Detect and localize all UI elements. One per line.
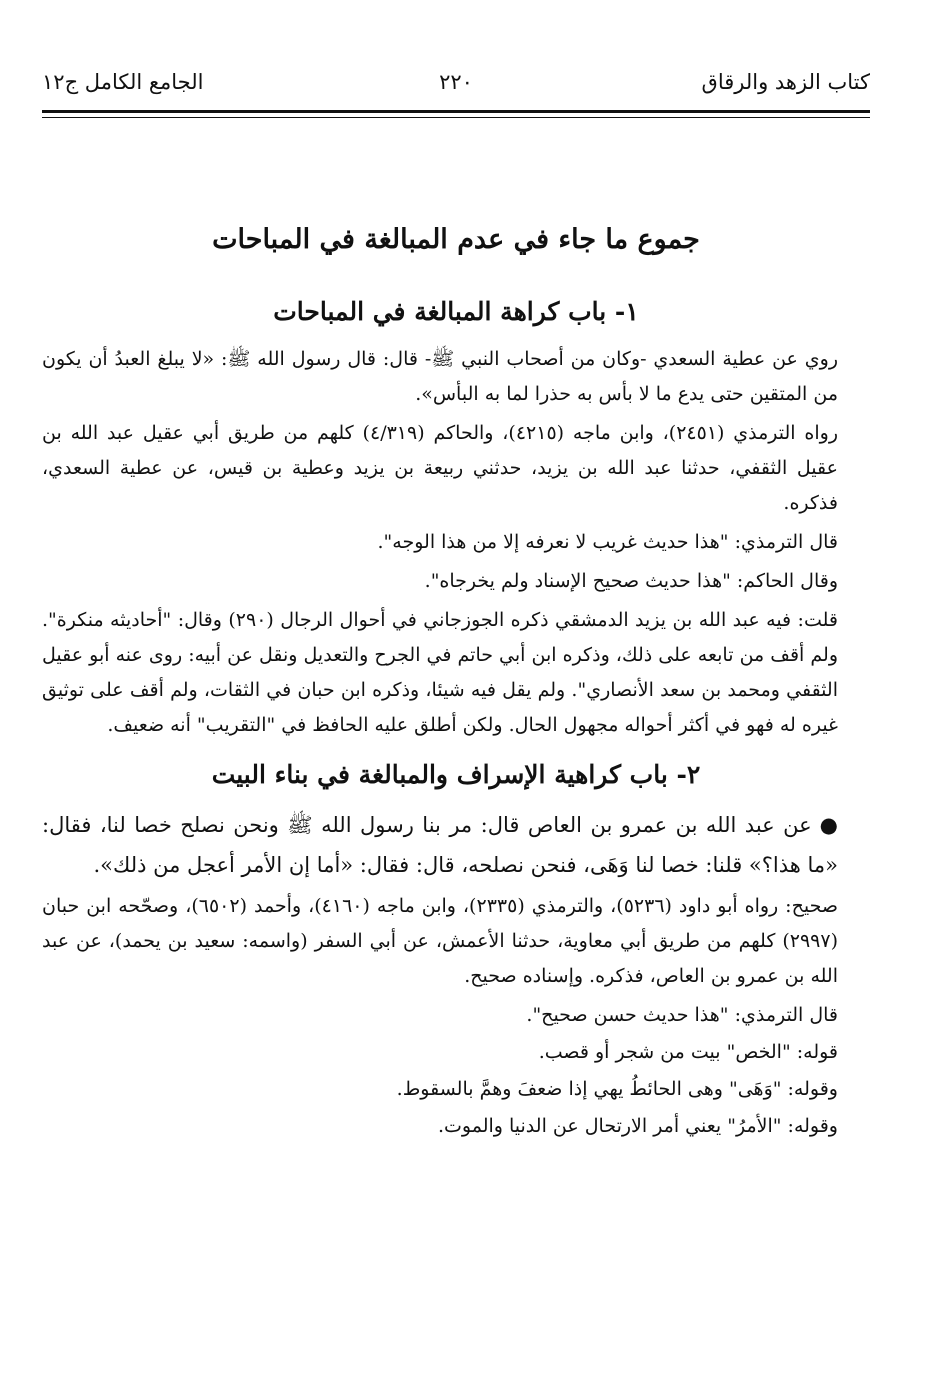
section-title: ٢- باب كراهية الإسراف والمبالغة في بناء البيت — [211, 760, 701, 789]
word-note: وقوله: "وَهَى" وهى الحائطُ يهي إذا ضعفَ وهمَّ بالسقوط. — [396, 1078, 838, 1100]
bullet-icon: ● — [819, 813, 838, 837]
header-rule-thick — [42, 110, 870, 113]
scholar-quote: قال الترمذي: "هذا حديث غريب لا نعرفه إلا من هذا الوجه". — [377, 531, 838, 553]
running-header — [42, 70, 870, 106]
header-collection: الجامع الكامل ج١٢ — [42, 70, 204, 94]
word-note: وقوله: "الأمرُ" يعني أمر الارتحال عن الدنيا والموت. — [437, 1115, 838, 1137]
section-title: ١- باب كراهة المبالغة في المباحات — [273, 297, 639, 326]
header-rule-thin — [42, 117, 870, 118]
takhrij-text: صحيح: رواه أبو داود (٥٢٣٦)، والترمذي (٢٣٣٥)، وابن ماجه (٤١٦٠)، وأحمد (٦٥٠٢)، وصحّحه ابن حبان (٢٩٩٧) كلهم من طريق أبي معاوية، حدثنا الأعمش، عن أبي السفر (واسمه: سعيد بن يحمد)، عن عبد الله بن عمرو بن العاص، فذكره. وإسناده صحيح. — [42, 895, 838, 987]
page-number: ٢٢٠ — [439, 70, 473, 94]
author-comment: قلت: فيه عبد الله بن يزيد الدمشقي ذكره الجوزجاني في أحوال الرجال (٢٩٠) وقال: "أحاديثه منكرة". ولم أقف من تابعه على ذلك، وذكره ابن أبي حاتم في الجرح والتعديل ونقل عن أبيه: روى عنه أبو عقيل الثقفي ومحمد بن سعد الأنصاري". ولم يقل فيه شيئا، وذكره ابن حبان في الثقات، ولم أقف على توثيق غيره له فهو في أكثر أحواله مجهول الحال. ولكن أطلق عليه الحافظ في "التقريب" أنه ضعيف. — [42, 609, 838, 736]
takhrij-text: رواه الترمذي (٢٤٥١)، وابن ماجه (٤٢١٥)، والحاكم (٤/٣١٩) كلهم من طريق أبي عقيل عبد الله بن عقيل الثقفي، حدثنا عبد الله بن يزيد، حدثني ربيعة بن يزيد وعطية بن قيس، عن عطية السعدي، فذكره. — [42, 422, 838, 514]
hadith-body: عن عبد الله بن عمرو بن العاص قال: مر بنا رسول الله ﷺ ونحن نصلح خصا لنا، فقال: «ما هذا؟» قلنا: خصا لنا وَهَى، فنحن نصلحه، قال: فقال: «أما إن الأمر أعجل من ذلك». — [42, 813, 838, 877]
hadith-text — [42, 805, 870, 885]
word-note: قوله: "الخص" بيت من شجر أو قصب. — [538, 1041, 838, 1063]
scholar-quote: وقال الحاكم: "هذا حديث صحيح الإسناد ولم يخرجاه". — [424, 570, 838, 592]
book-page — [42, 0, 870, 1380]
scholar-quote: قال الترمذي: "هذا حديث حسن صحيح". — [526, 1004, 838, 1026]
chapter-title: جموع ما جاء في عدم المبالغة في المباحات — [212, 224, 700, 255]
hadith-text: روي عن عطية السعدي -وكان من أصحاب النبي ﷺ- قال: قال رسول الله ﷺ: «لا يبلغ العبدُ أن يكون من المتقين حتى يدع ما لا بأس به حذرا لما به البأس». — [42, 348, 838, 405]
page-content — [42, 218, 870, 1146]
header-book-title: كتاب الزهد والرقاق — [701, 70, 870, 94]
